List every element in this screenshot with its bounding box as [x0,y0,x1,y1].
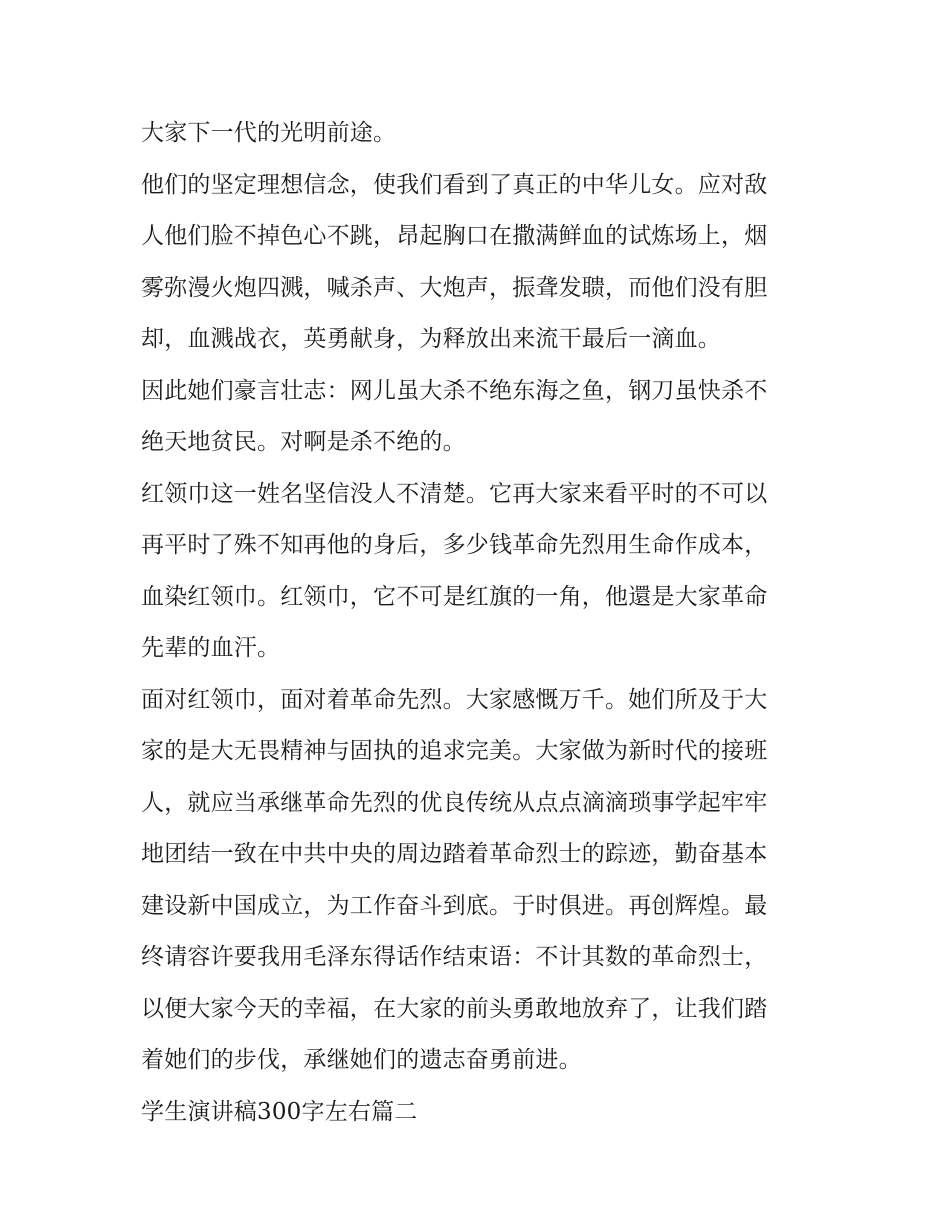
text-line: 雾弥漫火炮四溅，喊杀声、大炮声，振聋发聩，而他们没有胆 [141,274,768,301]
text-line: 终请容许要我用毛泽东得话作结束语：不计其数的革命烈士， [141,944,768,970]
text-line: 地团结一致在中共中央的周边踏着革命烈士的踪迹，勤奋基本 [141,841,768,867]
text-line: 面对红领巾，面对着革命先烈。大家感慨万千。她们所及于大 [141,686,768,713]
text-line: 先辈的血汗。 [141,635,281,661]
text-line: 人他们脸不掉色心不跳，昂起胸口在撒满鲜血的试炼场上，烟 [141,223,768,249]
text-line: 以便大家今天的幸福，在大家的前头勇敢地放弃了，让我们踏 [141,995,768,1022]
text-line: 红领巾这一姓名坚信没人不清楚。它再大家来看平时的不可以 [141,480,768,507]
text-line: 家的是大无畏精神与固执的追求完美。大家做为新时代的接班 [141,738,768,764]
document-body [141,108,813,1138]
text-line: 绝天地贫民。对啊是杀不绝的。 [141,429,466,455]
text-line: 却，血溅战衣，英勇献身，为释放出来流干最后一滴血。 [141,326,721,352]
text-line: 再平时了殊不知再他的身后，多少钱革命先烈用生命作成本， [141,532,768,558]
section-heading: 学生演讲稿300字左右篇二 [141,1098,418,1125]
text-line: 因此她们豪言壮志：网儿虽大杀不绝东海之鱼，钢刀虽快杀不 [141,377,768,404]
text-line: 人，就应当承继革命先烈的优良传统从点点滴滴琐事学起牢牢 [141,789,768,816]
text-line: 着她们的步伐，承继她们的遗志奋勇前进。 [141,1047,582,1073]
text-line: 大家下一代的光明前途。 [141,120,397,146]
text-line: 建设新中国成立，为工作奋斗到底。于时俱进。再创辉煌。最 [141,892,768,919]
text-line: 血染红领巾。红领巾，它不可是红旗的一角，他還是大家革命 [141,583,768,610]
text-line: 他们的坚定理想信念，使我们看到了真正的中华儿女。应对敌 [141,171,768,198]
